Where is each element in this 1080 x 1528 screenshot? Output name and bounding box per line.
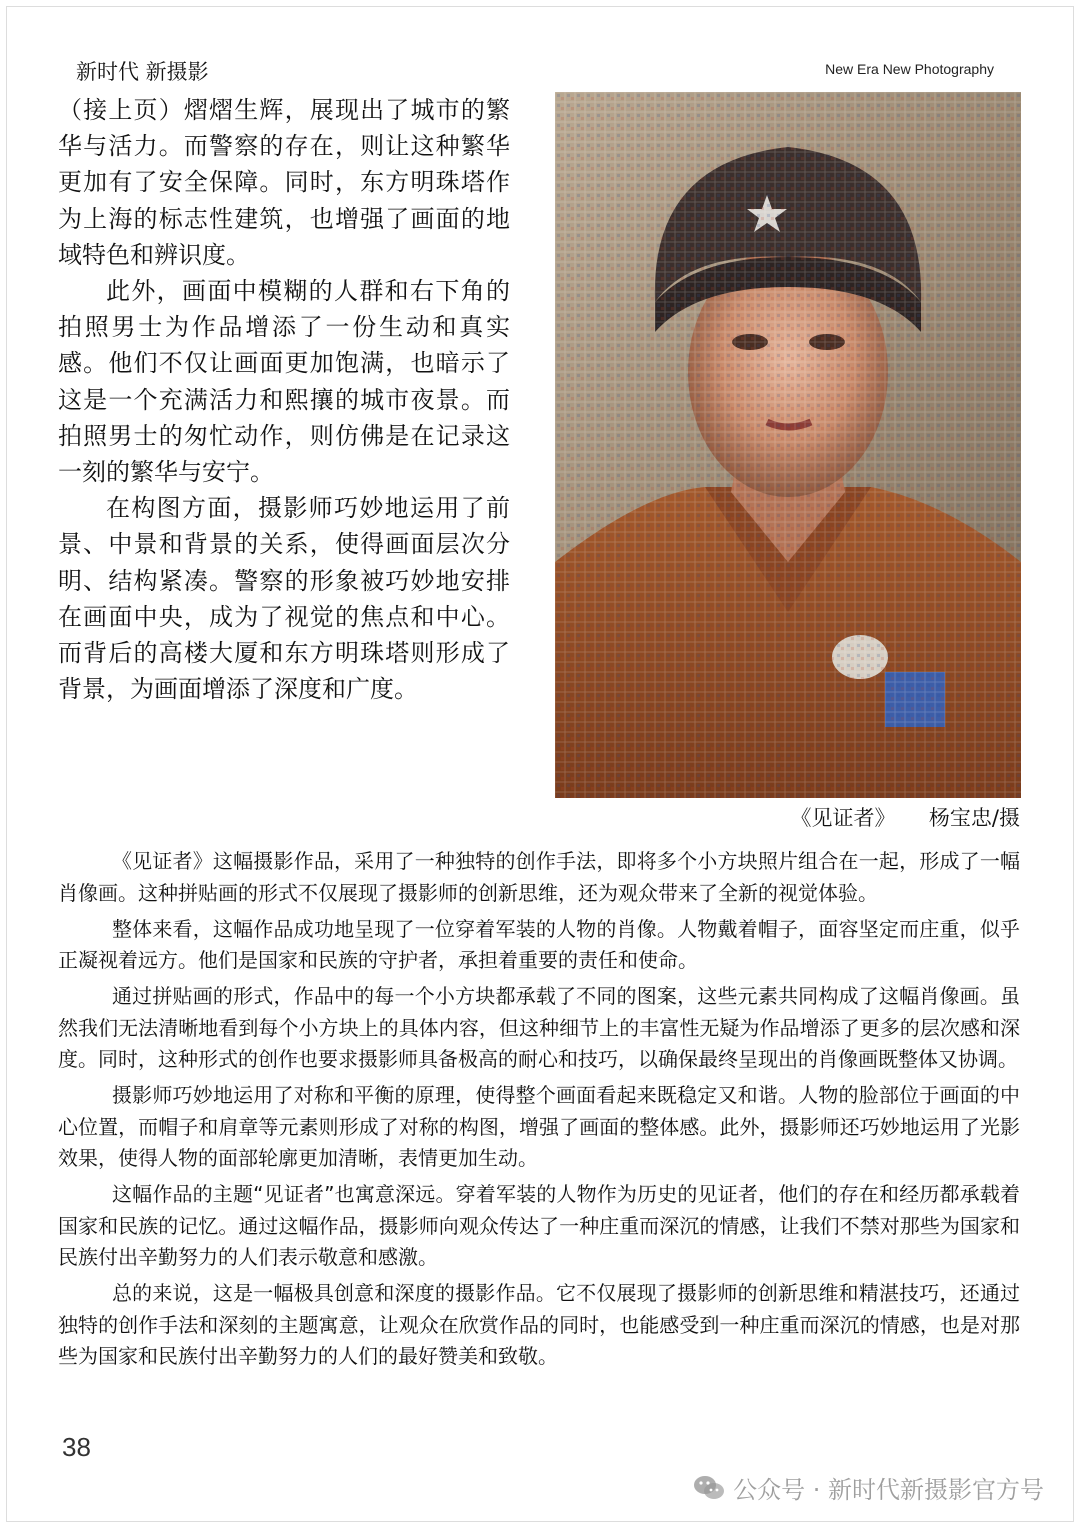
mosaic-portrait-image [555,92,1021,798]
mosaic-portrait-photo [555,92,1021,798]
paragraph: 总的来说，这是一幅极具创意和深度的摄影作品。它不仅展现了摄影师的创新思维和精湛技巧，还通过独特的创作手法和深刻的主题寓意，让观众在欣赏作品的同时，也能感受到一种庄重而深沉的情感，也是对那些为国家和民族付出辛勤努力的人们的最好赞美和致敬。 [58,1281,1020,1368]
paragraph: 《见证者》这幅摄影作品，采用了一种独特的创作手法，即将多个小方块照片组合在一起，形成了一幅肖像画。这种拼贴画的形式不仅展现了摄影师的创新思维，还为观众带来了全新的视觉体验。 [58,849,1020,905]
magazine-title-english: New Era New Photography [825,61,994,77]
wechat-icon [693,1474,725,1502]
watermark [693,1470,1044,1505]
paragraph: （接上页）熠熠生辉，展现出了城市的繁华与活力。而警察的存在，则让这种繁华更加有了安全保障。同时，东方明珠塔作为上海的标志性建筑，也增强了画面的地域特色和辨识度。 [58,96,510,269]
magazine-title: 新时代 新摄影 [76,60,209,84]
article-body [58,846,1020,1377]
paragraph: 整体来看，这幅作品成功地呈现了一位穿着军装的人物的肖像。人物戴着帽子，面容坚定而庄重，似乎正凝视着远方。他们是国家和民族的守护者，承担着重要的责任和使命。 [58,916,1020,972]
watermark-text: 公众号 · 新时代新摄影官方号 [733,1476,1044,1504]
paragraph: 在构图方面，摄影师巧妙地运用了前景、中景和背景的关系，使得画面层次分明、结构紧凑。警察的形象被巧妙地安排在画面中央，成为了视觉的焦点和中心。而背后的高楼大厦和东方明珠塔则形成了背景，为画面增添了深度和广度。 [58,494,510,704]
paragraph: 通过拼贴画的形式，作品中的每一个小方块都承载了不同的图案，这些元素共同构成了这幅肖像画。虽然我们无法清晰地看到每个小方块上的具体内容，但这种细节上的丰富性无疑为作品增添了更多的层次感和深度。同时，这种形式的创作也要求摄影师具备极高的耐心和技巧，以确保最终呈现出的肖像画既整体又协调。 [58,984,1020,1071]
photo-caption: 《见证者》 杨宝忠/摄 [790,806,1020,830]
article-top-column [58,92,510,707]
page-number: 38 [62,1432,91,1462]
paragraph: 此外，画面中模糊的人群和右下角的拍照男士为作品增添了一份生动和真实感。他们不仅让画面更加饱满，也暗示了这是一个充满活力和熙攘的城市夜景。而拍照男士的匆忙动作，则仿佛是在记录这一刻的繁华与安宁。 [58,277,510,487]
paragraph: 摄影师巧妙地运用了对称和平衡的原理，使得整个画面看起来既稳定又和谐。人物的脸部位于画面的中心位置，而帽子和肩章等元素则形成了对称的构图，增强了画面的整体感。此外，摄影师还巧妙地运用了光影效果，使得人物的面部轮廓更加清晰，表情更加生动。 [58,1083,1020,1170]
paragraph: 这幅作品的主题“见证者”也寓意深远。穿着军装的人物作为历史的见证者，他们的存在和经历都承载着国家和民族的记忆。通过这幅作品，摄影师向观众传达了一种庄重而深沉的情感，让我们不禁对那些为国家和民族付出辛勤努力的人们表示敬意和感激。 [58,1182,1020,1269]
